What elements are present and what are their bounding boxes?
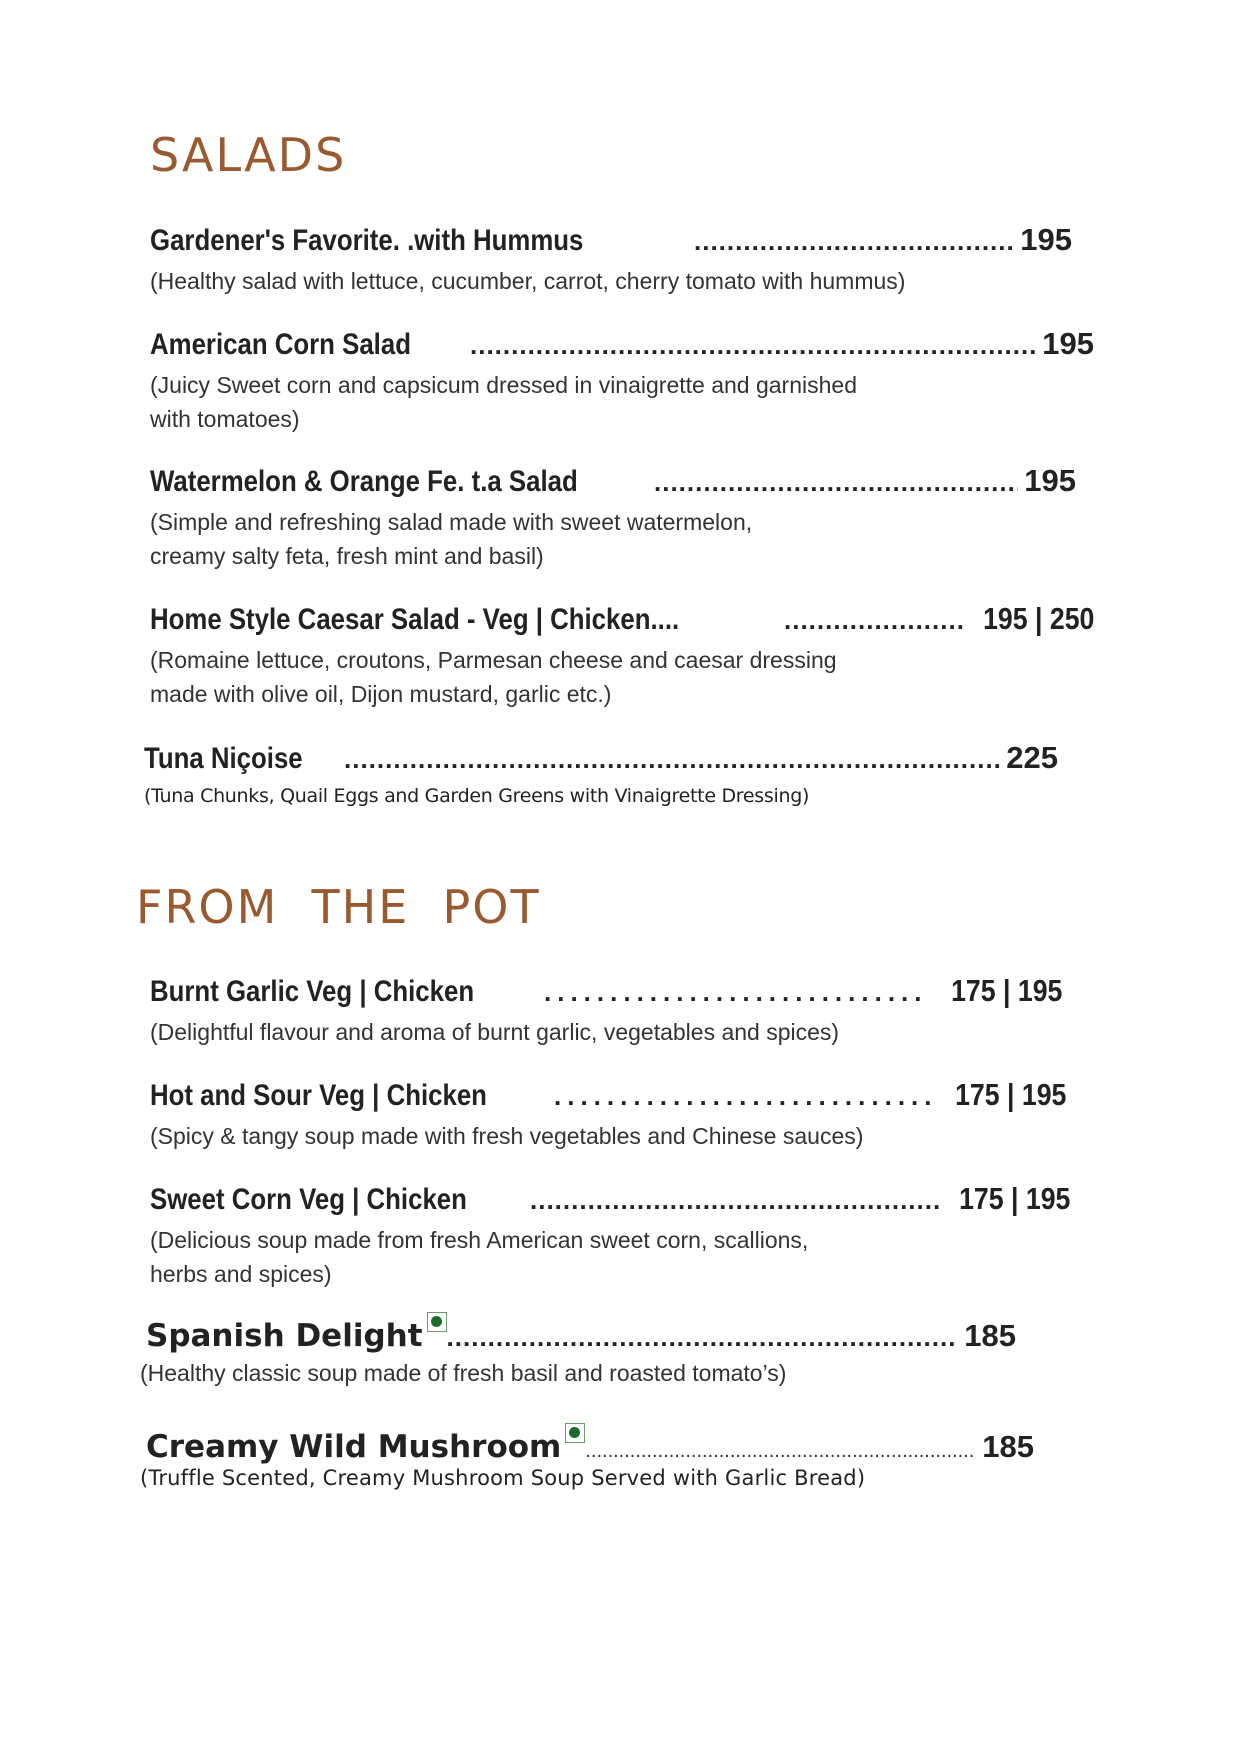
desc-line: creamy salty feta, fresh mint and basil) bbox=[150, 543, 544, 569]
item-name: Gardener's Favorite. .with Hummus bbox=[150, 224, 584, 257]
item-description bbox=[140, 1356, 786, 1390]
leader-dots bbox=[530, 1185, 939, 1216]
item-price: 175 | 195 bbox=[950, 973, 1062, 1008]
desc-line: (Simple and refreshing salad made with sweet watermelon, bbox=[150, 509, 753, 535]
desc-line: (Healthy salad with lettuce, cucumber, carrot, cherry tomato with hummus) bbox=[150, 268, 906, 294]
leader-dots bbox=[344, 744, 1000, 775]
item-price: 195 bbox=[1024, 463, 1076, 498]
desc-line: made with olive oil, Dijon mustard, garlic etc.) bbox=[150, 681, 612, 707]
item-description bbox=[144, 779, 809, 813]
item-price: 195 bbox=[1020, 222, 1072, 257]
leader-dots bbox=[654, 467, 1018, 498]
item-description bbox=[150, 1223, 808, 1291]
desc-line: herbs and spices) bbox=[150, 1261, 332, 1287]
section-title-salads: SALADS bbox=[150, 128, 347, 182]
desc-line: (Tuna Chunks, Quail Eggs and Garden Greens with Vinaigrette Dressing) bbox=[144, 785, 810, 807]
leader-dots bbox=[447, 1322, 959, 1353]
item-price: 195 | 250 bbox=[982, 601, 1094, 636]
item-name: Creamy Wild Mushroom bbox=[146, 1429, 562, 1465]
item-name: Home Style Caesar Salad - Veg | Chicken.... bbox=[150, 603, 680, 636]
item-price: 185 bbox=[964, 1318, 1016, 1353]
desc-line: (Truffle Scented, Creamy Mushroom Soup Served with Garlic Bread) bbox=[140, 1466, 866, 1490]
item-name: American Corn Salad bbox=[150, 328, 411, 361]
item-name: Hot and Sour Veg | Chicken bbox=[150, 1079, 487, 1112]
leader-dots bbox=[544, 977, 927, 1008]
desc-line: (Juicy Sweet corn and capsicum dressed in vinaigrette and garnished bbox=[150, 372, 857, 398]
item-description bbox=[150, 1119, 863, 1153]
item-name: Tuna Niçoise bbox=[144, 742, 303, 775]
leader-dots bbox=[784, 605, 963, 636]
item-price: 185 bbox=[982, 1429, 1034, 1464]
leader-dots bbox=[585, 1440, 976, 1463]
item-name: Burnt Garlic Veg | Chicken bbox=[150, 975, 475, 1008]
leader-dots bbox=[470, 330, 1036, 361]
item-description bbox=[150, 643, 837, 711]
desc-line: (Healthy classic soup made of fresh basil and roasted tomato’s) bbox=[140, 1360, 787, 1386]
item-price: 195 bbox=[1042, 326, 1094, 361]
item-description bbox=[150, 1015, 839, 1049]
desc-line: with tomatoes) bbox=[150, 406, 300, 432]
item-description bbox=[140, 1461, 865, 1495]
desc-line: (Romaine lettuce, croutons, Parmesan cheese and caesar dressing bbox=[150, 647, 837, 673]
desc-line: (Delightful flavour and aroma of burnt garlic, vegetables and spices) bbox=[150, 1019, 840, 1045]
veg-symbol-icon bbox=[427, 1312, 447, 1332]
veg-symbol-icon bbox=[565, 1423, 585, 1443]
item-description bbox=[150, 505, 752, 573]
item-name: Sweet Corn Veg | Chicken bbox=[150, 1183, 467, 1216]
item-price: 175 | 195 bbox=[954, 1077, 1066, 1112]
item-name: Watermelon & Orange Fe. t.a Salad bbox=[150, 465, 578, 498]
leader-dots bbox=[694, 226, 1014, 257]
leader-dots bbox=[554, 1081, 931, 1112]
item-name: Spanish Delight bbox=[146, 1318, 423, 1354]
item-description bbox=[150, 264, 905, 298]
item-description bbox=[150, 368, 857, 436]
section-title-from-the-pot: FROM THE POT bbox=[136, 880, 541, 934]
item-price: 175 | 195 bbox=[958, 1181, 1070, 1216]
desc-line: (Spicy & tangy soup made with fresh vegetables and Chinese sauces) bbox=[150, 1123, 864, 1149]
desc-line: (Delicious soup made from fresh American sweet corn, scallions, bbox=[150, 1227, 809, 1253]
item-price: 225 bbox=[1006, 740, 1058, 775]
